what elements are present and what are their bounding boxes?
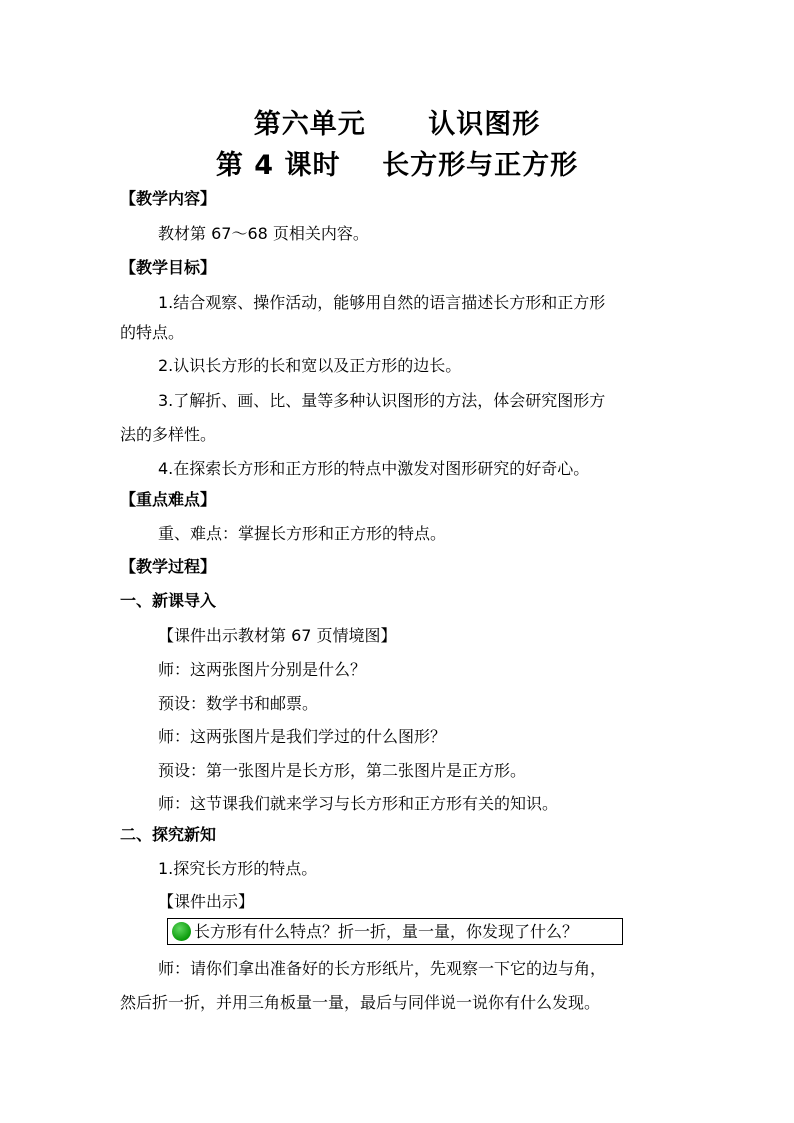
key-points-text: 重、难点：掌握长方形和正方形的特点。 — [158, 524, 447, 543]
goal-3-line-2: 法的多样性。 — [120, 425, 217, 444]
part-2-line-4: 然后折一折，并用三角板量一量，最后与同伴说一说你有什么发现。 — [120, 993, 601, 1012]
part-2-heading: 二、探究新知 — [120, 825, 217, 844]
key-points-heading: 【重点难点】 — [120, 490, 217, 509]
teaching-process-heading: 【教学过程】 — [120, 557, 217, 576]
teaching-content-heading: 【教学内容】 — [120, 189, 217, 208]
part-1-line-5: 预设：第一张图片是长方形，第二张图片是正方形。 — [158, 761, 527, 780]
part-1-line-3: 预设：数学书和邮票。 — [158, 694, 319, 713]
goal-2: 2.认识长方形的长和宽以及正方形的边长。 — [158, 356, 462, 375]
green-dot-icon — [172, 922, 191, 941]
part-1-line-4: 师：这两张图片是我们学过的什么图形？ — [158, 727, 447, 746]
unit-title: 第六单元 认识图形 — [253, 109, 541, 140]
goal-1-line-1: 1.结合观察、操作活动，能够用自然的语言描述长方形和正方形 — [158, 293, 606, 312]
goal-1-line-2: 的特点。 — [120, 323, 185, 342]
part-1-line-6: 师：这节课我们就来学习与长方形和正方形有关的知识。 — [158, 794, 559, 813]
teaching-goals-heading: 【教学目标】 — [120, 258, 217, 277]
part-2-line-1: 1.探究长方形的特点。 — [158, 859, 318, 878]
lesson-title: 第 4 课时 长方形与正方形 — [215, 150, 579, 181]
courseware-callout-box — [167, 918, 623, 945]
part-2-line-2: 【课件出示】 — [158, 892, 255, 911]
part-2-line-3: 师：请你们拿出准备好的长方形纸片，先观察一下它的边与角， — [158, 959, 607, 978]
part-1-line-1: 【课件出示教材第 67 页情境图】 — [158, 626, 397, 645]
goal-3-line-1: 3.了解折、画、比、量等多种认识图形的方法，体会研究图形方 — [158, 391, 606, 410]
goal-4: 4.在探索长方形和正方形的特点中激发对图形研究的好奇心。 — [158, 459, 590, 478]
part-1-heading: 一、新课导入 — [120, 591, 217, 610]
teaching-content-text: 教材第 67～68 页相关内容。 — [158, 224, 369, 243]
callout-text: 长方形有什么特点？折一折，量一量，你发现了什么？ — [194, 922, 579, 941]
part-1-line-2: 师：这两张图片分别是什么？ — [158, 660, 367, 679]
